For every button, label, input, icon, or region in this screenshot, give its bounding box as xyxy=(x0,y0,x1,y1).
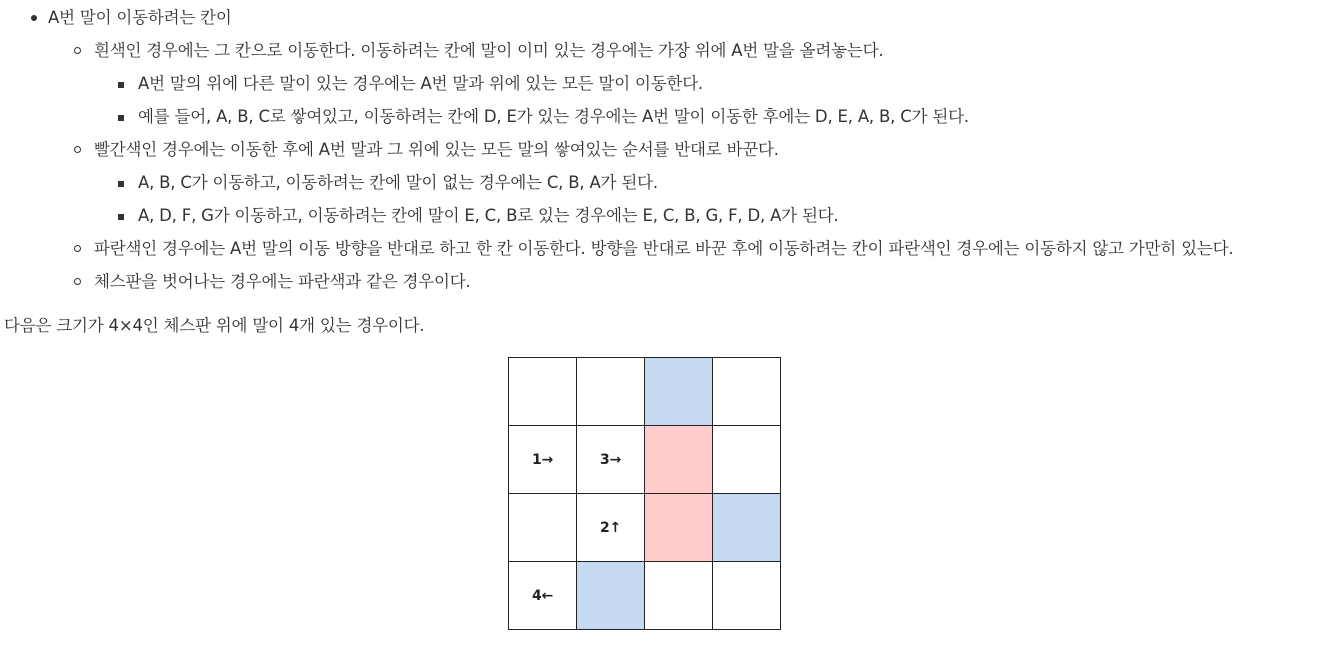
piece-label: 3→ xyxy=(599,451,622,468)
board-row xyxy=(509,494,781,562)
board-cell-blue xyxy=(645,358,713,426)
board-cell-white xyxy=(645,562,713,630)
list-item-white-case xyxy=(0,34,1233,67)
list-item-white-sub-2 xyxy=(0,100,1233,133)
square-bullet-icon xyxy=(118,115,124,121)
list-item-text: 빨간색인 경우에는 이동한 후에 A번 말과 그 위에 있는 모든 말의 쌓여있는 순서를 반대로 바꾼다. xyxy=(94,140,779,159)
rules-list xyxy=(0,1,1233,298)
list-item-text: A, B, C가 이동하고, 이동하려는 칸에 말이 없는 경우에는 C, B, A가 된다. xyxy=(138,173,658,192)
square-bullet-icon xyxy=(118,214,124,220)
circle-bullet-icon xyxy=(74,146,81,153)
list-item-text: A, D, F, G가 이동하고, 이동하려는 칸에 말이 E, C, B로 있는 경우에는 E, C, B, G, F, D, A가 된다. xyxy=(138,206,839,225)
list-item-white-sub-1 xyxy=(0,67,1233,100)
board-cell-white xyxy=(509,562,577,630)
circle-bullet-icon xyxy=(74,245,81,252)
circle-bullet-icon xyxy=(74,47,81,54)
disc-bullet-icon xyxy=(31,15,37,21)
piece-label: 4← xyxy=(531,587,554,604)
board-cell-white xyxy=(509,494,577,562)
board-cell-red xyxy=(645,426,713,494)
board-cell-blue xyxy=(713,494,781,562)
square-bullet-icon xyxy=(118,181,124,187)
list-item-text: 예를 들어, A, B, C로 쌓여있고, 이동하려는 칸에 D, E가 있는 경우에는 A번 말이 이동한 후에는 D, E, A, B, C가 된다. xyxy=(138,107,969,126)
list-item-text: 흰색인 경우에는 그 칸으로 이동한다. 이동하려는 칸에 말이 이미 있는 경우에는 가장 위에 A번 말을 올려놓는다. xyxy=(94,41,884,60)
board-cell-white xyxy=(509,358,577,426)
board-cell-white xyxy=(577,426,645,494)
piece-label: 1→ xyxy=(531,451,554,468)
board-cell-white xyxy=(509,426,577,494)
list-item-text: A번 말이 이동하려는 칸이 xyxy=(48,8,232,27)
piece-label: 2↑ xyxy=(599,519,622,536)
list-item-red-sub-1 xyxy=(0,166,1233,199)
list-item-red-case xyxy=(0,133,1233,166)
chess-board-body xyxy=(509,358,781,630)
board-cell-white xyxy=(713,562,781,630)
list-item-text: A번 말의 위에 다른 말이 있는 경우에는 A번 말과 위에 있는 모든 말이 이동한다. xyxy=(138,74,703,93)
list-item-blue-case xyxy=(0,232,1233,265)
board-row xyxy=(509,562,781,630)
board-cell-red xyxy=(645,494,713,562)
board-cell-white xyxy=(713,426,781,494)
board-cell-white xyxy=(577,494,645,562)
board-row xyxy=(509,358,781,426)
list-item-red-sub-2 xyxy=(0,199,1233,232)
list-item-text: 체스판을 벗어나는 경우에는 파란색과 같은 경우이다. xyxy=(94,272,471,291)
circle-bullet-icon xyxy=(74,278,81,285)
board-cell-white xyxy=(577,358,645,426)
board-cell-blue xyxy=(577,562,645,630)
board-row xyxy=(509,426,781,494)
list-item-destination xyxy=(0,1,1233,34)
square-bullet-icon xyxy=(118,82,124,88)
board-cell-white xyxy=(713,358,781,426)
chess-board xyxy=(508,357,781,630)
list-item-out-of-board-case xyxy=(0,265,1233,298)
board-intro-paragraph: 다음은 크기가 4×4인 체스판 위에 말이 4개 있는 경우이다. xyxy=(4,316,425,335)
list-item-text: 파란색인 경우에는 A번 말의 이동 방향을 반대로 하고 한 칸 이동한다. 방향을 반대로 바꾼 후에 이동하려는 칸이 파란색인 경우에는 이동하지 않고 가만히 있는다. xyxy=(94,239,1234,258)
